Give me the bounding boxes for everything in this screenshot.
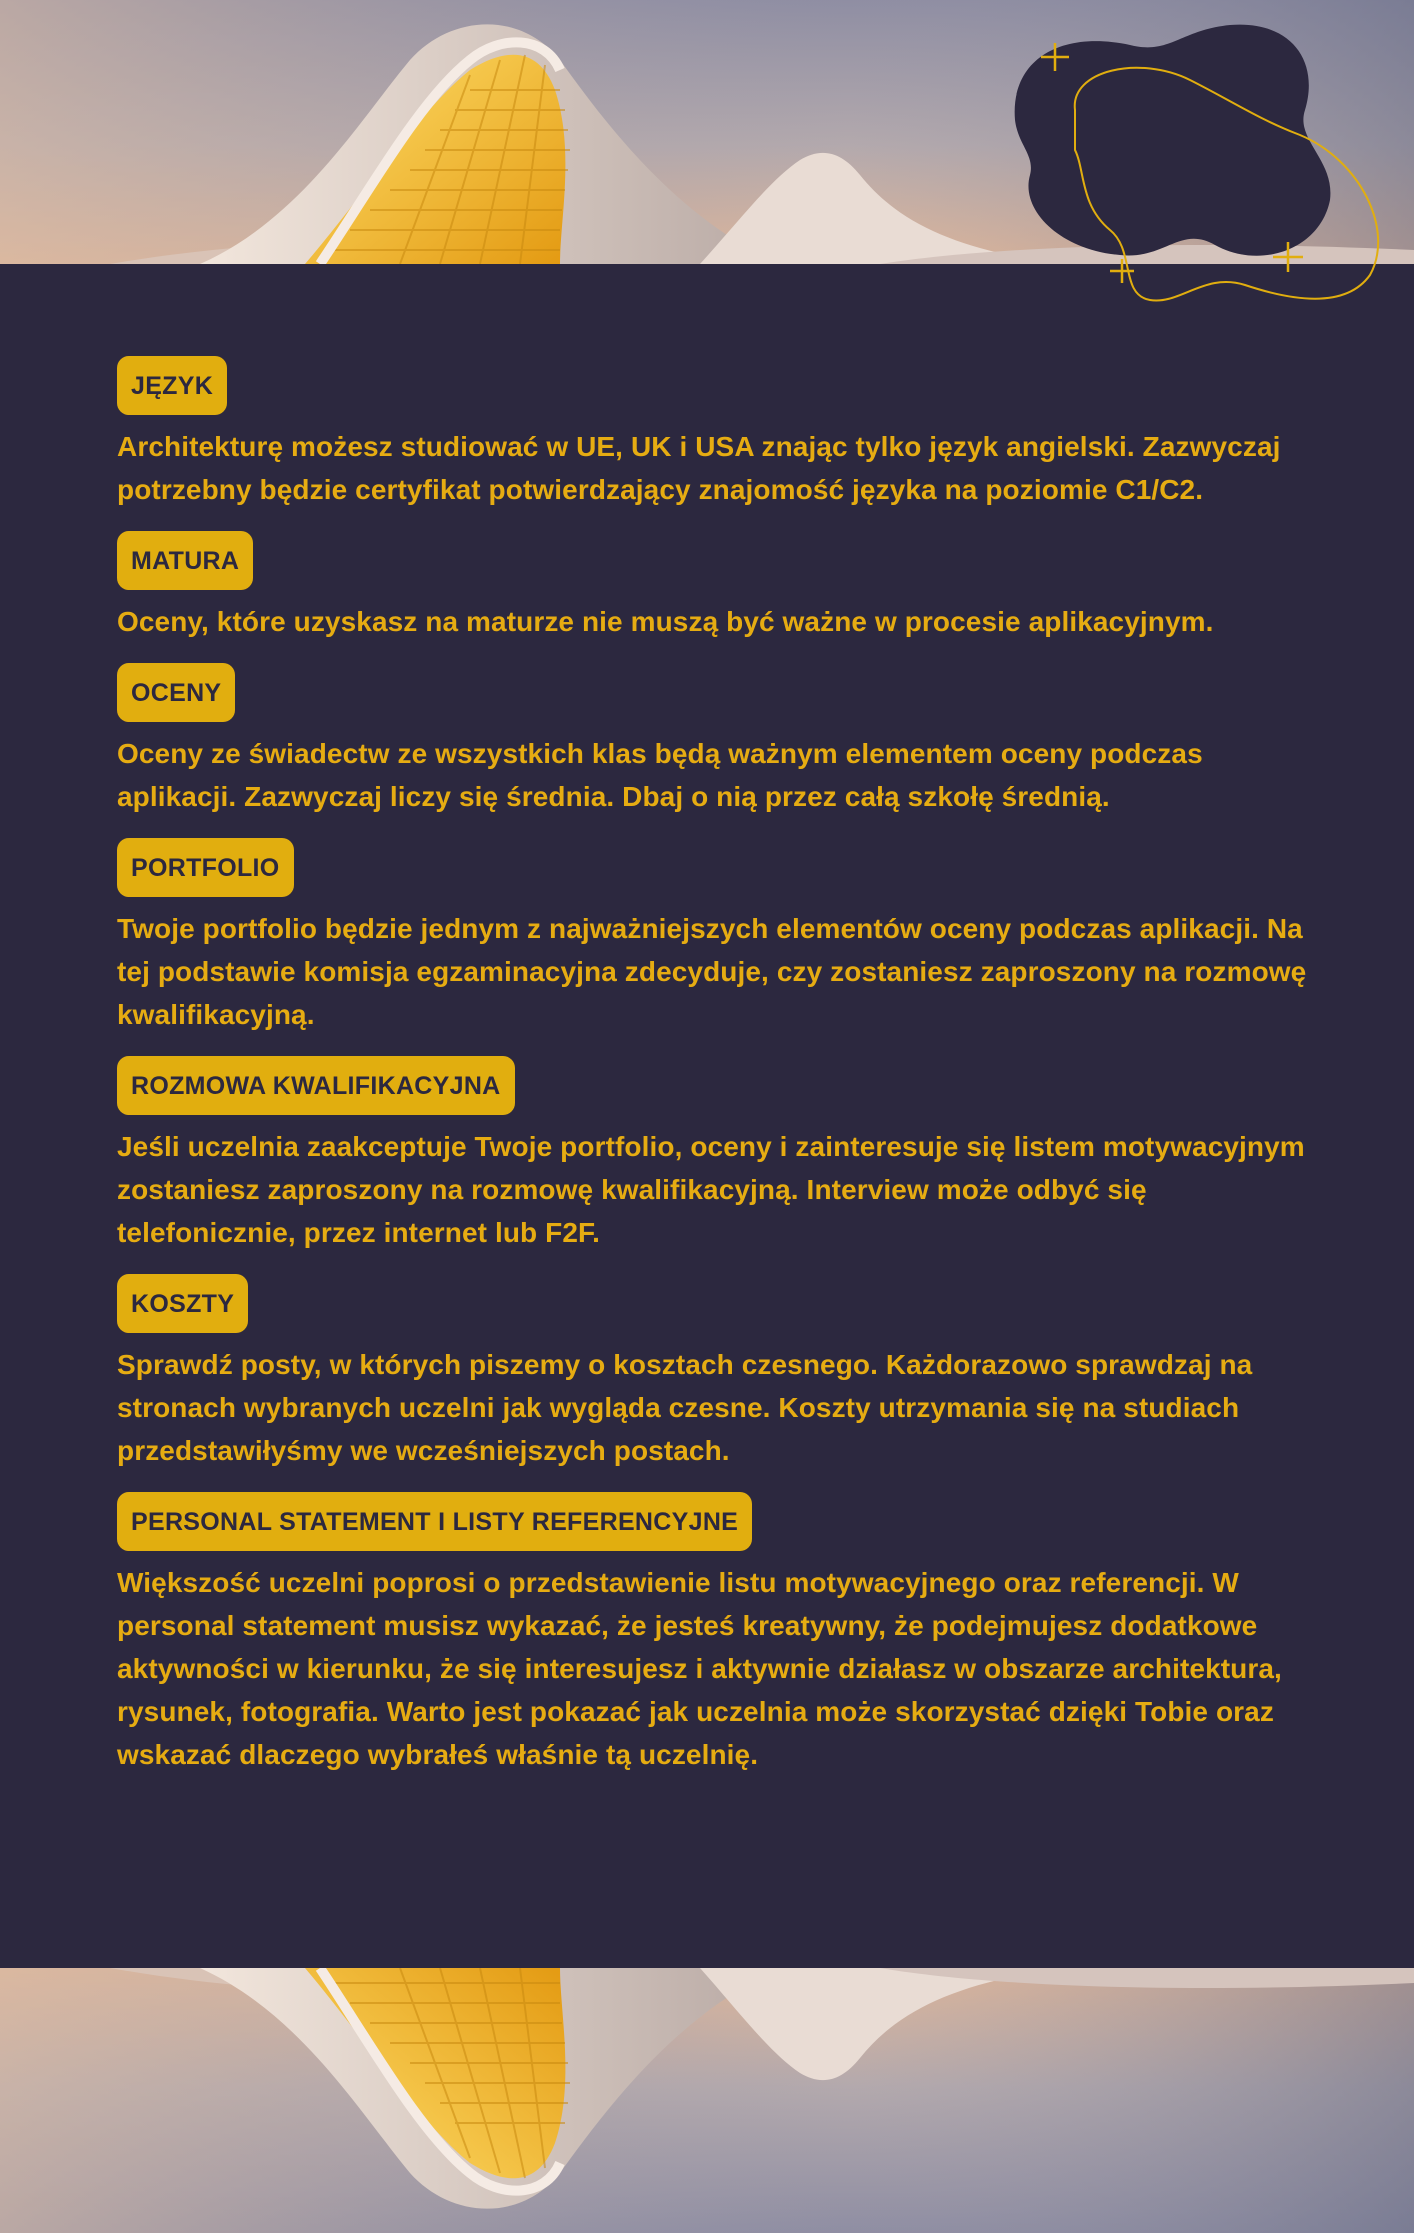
- section-title-badge: KOSZTY: [117, 1274, 248, 1333]
- section-text: Oceny ze świadectw ze wszystkich klas będą ważnym elementem oceny podczas aplikacji. Zazwyczaj liczy się średnia. Dbaj o nią przez całą szkołę średnią.: [117, 738, 1203, 812]
- section-title-badge: ROZMOWA KWALIFIKACYJNA: [117, 1056, 515, 1115]
- section-title-badge: JĘZYK: [117, 356, 227, 415]
- section-text: Twoje portfolio będzie jednym z najważniejszych elementów oceny podczas aplikacji. Na tej podstawie komisja egzaminacyjna zdecyduje, czy zostaniesz zaproszony na rozmowę kwalifikacyjną.: [117, 913, 1307, 1030]
- section-text: Architekturę możesz studiować w UE, UK i USA znając tylko język angielski. Zazwyczaj potrzebny będzie certyfikat potwierdzający znajomość języka na poziomie C1/C2.: [117, 431, 1281, 505]
- footer-building-photo: [0, 1968, 1414, 2233]
- section-title-badge: OCENY: [117, 663, 235, 722]
- section-portfolio: [117, 838, 1307, 1036]
- sections-list: [117, 356, 1307, 1776]
- section-title-badge: MATURA: [117, 531, 253, 590]
- section-text: Jeśli uczelnia zaakceptuje Twoje portfolio, oceny i zainteresuje się listem motywacyjnym zostaniesz zaproszony na rozmowę kwalifikacyjną. Interview może odbyć się telefonicznie, przez internet lub F2F.: [117, 1131, 1305, 1248]
- section-text: Sprawdź posty, w których piszemy o kosztach czesnego. Każdorazowo sprawdzaj na stronach wybranych uczelni jak wygląda czesne. Koszty utrzymania się na studiach przedstawiłyśmy we wcześniejszych postach.: [117, 1349, 1253, 1466]
- section-personal-statement: [117, 1492, 1307, 1776]
- section-text: Oceny, które uzyskasz na maturze nie muszą być ważne w procesie aplikacyjnym.: [117, 606, 1214, 637]
- header-building-photo: [0, 0, 1414, 264]
- section-title-badge: PORTFOLIO: [117, 838, 294, 897]
- section-koszty: [117, 1274, 1307, 1472]
- section-rozmowa-kwalifikacyjna: [117, 1056, 1307, 1254]
- section-title-badge: PERSONAL STATEMENT I LISTY REFERENCYJNE: [117, 1492, 752, 1551]
- section-jezyk: [117, 356, 1307, 511]
- section-text: Większość uczelni poprosi o przedstawienie listu motywacyjnego oraz referencji. W personal statement musisz wykazać, że jesteś kreatywny, że podejmujesz dodatkowe aktywności w kierunku, że się interesujesz i aktywnie działasz w obszarze architektura, rysunek, fotografia. Warto jest pokazać jak uczelnia może skorzystać dzięki Tobie oraz wskazać dlaczego wybrałeś właśnie tą uczelnię.: [117, 1567, 1282, 1770]
- section-matura: [117, 531, 1307, 643]
- section-oceny: [117, 663, 1307, 818]
